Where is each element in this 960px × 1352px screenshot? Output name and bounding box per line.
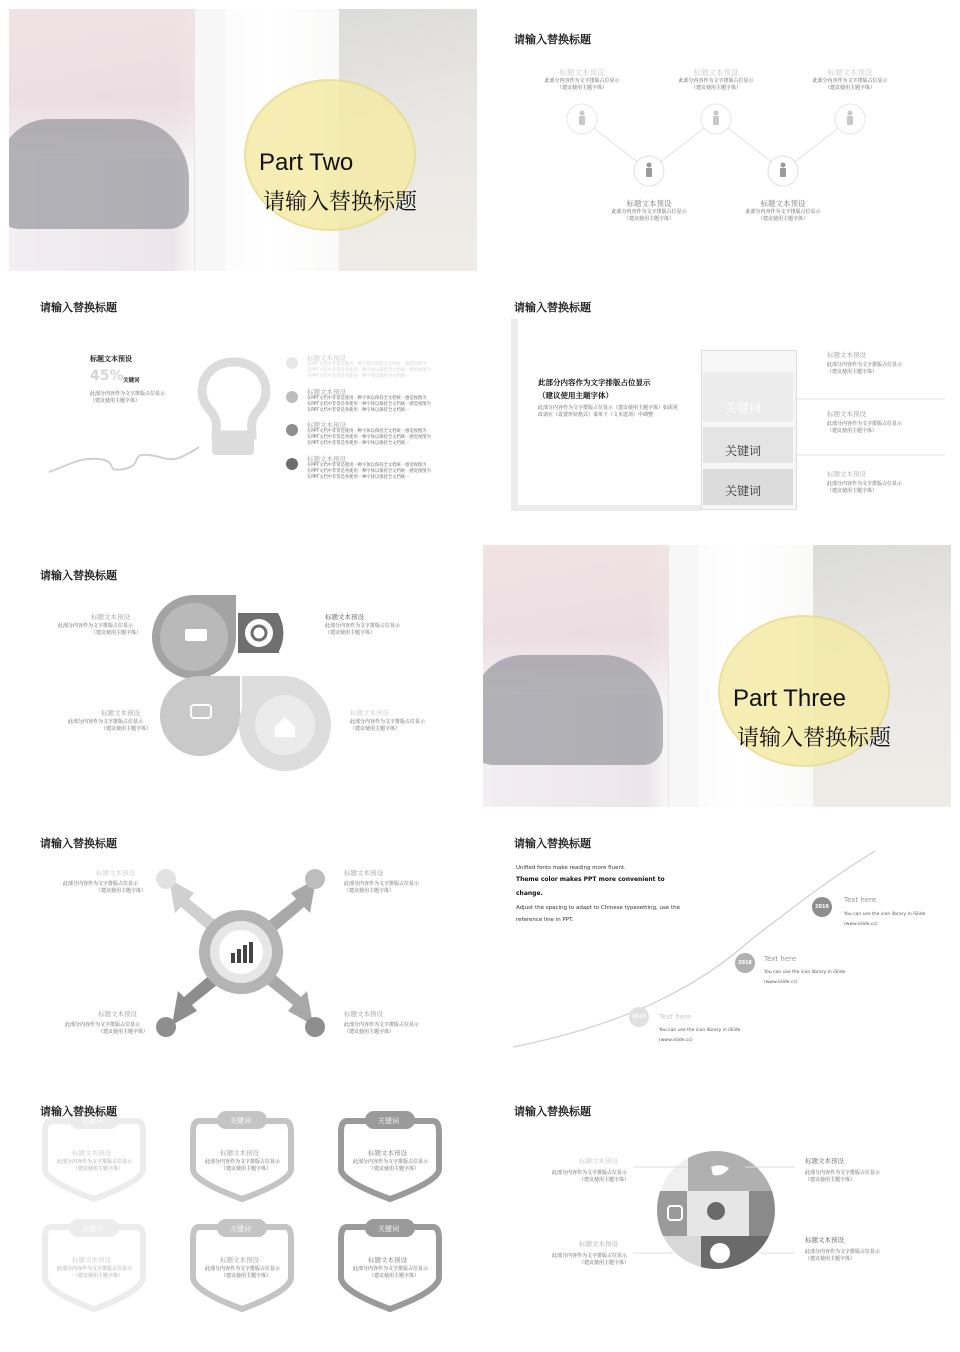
part-label: Part Two — [259, 149, 354, 176]
list-label: 标题文本预设 — [307, 421, 346, 429]
item-label: 标题文本预设 — [325, 613, 364, 621]
slide-title: 请输入替换标题 — [514, 33, 591, 46]
slide-title: 请输入替换标题 — [40, 301, 117, 314]
slide-arrows — [9, 813, 477, 1075]
slide-social — [483, 1081, 951, 1343]
badge-desc: 此部分内容作为文字排版占位显示 — [57, 1159, 133, 1165]
item-desc: 此部分内容作为文字排版占位显示 — [344, 1022, 420, 1028]
part-title: 请输入替换标题 — [263, 190, 418, 215]
item-note: （建议使用主题字体） — [690, 84, 741, 91]
item-note: （建议使用主题字体） — [579, 1177, 630, 1183]
badge-label: 标题文本预设 — [220, 1149, 259, 1157]
item-label: 标题文本预设 — [805, 1157, 844, 1165]
list-line: 在PPT文档中非常是各使用一种字体以保持全文档统一感觉视图为 — [307, 435, 431, 440]
badge-keyword: 关键词 — [230, 1225, 251, 1233]
item-label: 标题文本预设 — [626, 199, 672, 208]
item-desc: 此部分内容作为文字排版占位显示 — [805, 1249, 881, 1255]
item-note: （建议使用主题字体） — [556, 84, 607, 91]
slide-keywords — [483, 277, 951, 539]
slide-title: 请输入替换标题 — [40, 1105, 117, 1118]
item-label: 标题文本预设 — [827, 470, 866, 478]
list-line: 在PPT文档中非常是各使用一种字体以保持全文档统一感觉视图为 — [307, 469, 431, 474]
item-label: 标题文本预设 — [559, 68, 605, 77]
badge-desc: 此部分内容作为文字排版占位显示 — [353, 1159, 429, 1165]
slide-part-three — [483, 545, 951, 807]
connector-lines — [483, 277, 951, 539]
point-desc: You can use the icon library in iSlide — [764, 970, 846, 975]
main-sub: 此部分内容作为文字排版占位显示（建议使用主题字体）如需更 — [538, 405, 679, 411]
zigzag-item — [537, 67, 627, 91]
item-desc: 此部分内容作为文字排版占位显示 — [827, 362, 903, 368]
list-line: 在PPT文档中非常是各使用一种字体以保持全文档统一感觉视图为 — [307, 368, 431, 373]
badge-desc: 此部分内容作为文字排版占位显示 — [205, 1159, 281, 1165]
item-desc: 此部分内容作为文字排版占位显示 — [552, 1170, 628, 1176]
badge-label: 标题文本预设 — [368, 1256, 407, 1264]
slide-title: 请输入替换标题 — [40, 837, 117, 850]
zigzag-item — [805, 67, 895, 91]
slide-petals — [9, 545, 477, 807]
slide-timeline — [483, 813, 951, 1075]
item-desc: 此部分内容作为文字排版占位显示 — [63, 881, 139, 887]
item-desc: 此部分内容作为文字排版占位显示 — [68, 719, 144, 725]
badge-note: （建议使用主题字体） — [73, 1166, 124, 1172]
item-note: （建议使用主题字体） — [350, 726, 401, 732]
badge-note: （建议使用主题字体） — [221, 1273, 272, 1279]
keyword-label: 关键词 — [725, 444, 762, 458]
item-note: （建议使用主题字体） — [805, 1256, 856, 1262]
item-label: 标题文本预设 — [350, 709, 389, 717]
intro-line: reference line in PPT. — [516, 917, 574, 923]
slide-zigzag — [483, 9, 951, 271]
point-head: Text here — [764, 955, 797, 963]
slide-lightbulb — [9, 277, 477, 539]
check-icon — [286, 458, 298, 470]
item-desc: 此部分内容作为文字排版占位显示 — [827, 481, 903, 487]
list-line: 在PPT文档中非常是各使用一种字体以保持全文档统一 — [307, 408, 410, 413]
pole — [668, 545, 699, 807]
pole — [194, 9, 225, 271]
item-note: （建议使用主题字体） — [325, 630, 376, 636]
zigzag-item — [604, 198, 694, 222]
item-note: （建议使用主题字体） — [98, 1029, 149, 1035]
item-note: （建议使用主题字体） — [579, 1260, 630, 1266]
badge-label: 标题文本预设 — [72, 1256, 111, 1264]
list-line: 在PPT文档中非常是使用一种字体以保持全文档统一感觉视图为 — [307, 429, 427, 434]
item-note: （建议使用主题字体） — [827, 488, 878, 494]
item-label: 标题文本预设 — [96, 869, 135, 877]
timeline-curve — [483, 813, 951, 1075]
main-heading-2: （建议使用主题字体） — [538, 391, 613, 400]
list-line: 在PPT文档中非常是使用一种字体以保持全文档统一感觉视图为 — [307, 396, 427, 401]
keyword-label: 关键词 — [725, 484, 762, 498]
item-desc: 此部分内容作为文字排版占位显示 — [805, 1170, 881, 1176]
item-note: （建议使用主题字体） — [344, 1029, 395, 1035]
list-line: 在PPT文档中非常是各使用一种字体以保持全文档统一 — [307, 374, 410, 379]
item-label: 标题文本预设 — [91, 613, 130, 621]
part-title: 请输入替换标题 — [737, 726, 892, 751]
item-label: 标题文本预设 — [805, 1236, 844, 1244]
arrow-diagram — [9, 813, 477, 1075]
item-note: （建议使用主题字体） — [827, 428, 878, 434]
check-icon — [286, 357, 298, 369]
item-desc: 此部分内容作为文字排版占位显示 — [544, 78, 620, 84]
badge-desc: 此部分内容作为文字排版占位显示 — [353, 1266, 429, 1272]
intro-line: Unified fonts make reading more fluent. — [516, 865, 626, 871]
point-desc: You can use the icon library in iSlide — [844, 912, 926, 917]
badge-label: 标题文本预设 — [72, 1149, 111, 1157]
item-label: 标题文本预设 — [579, 1157, 618, 1165]
bulb-note: （建议使用主题字体） — [90, 398, 141, 404]
badge-desc: 此部分内容作为文字排版占位显示 — [205, 1266, 281, 1272]
badge-keyword: 关键词 — [378, 1225, 399, 1233]
point-desc: (www.islide.cc) — [764, 980, 798, 985]
point-head: Text here — [659, 1013, 692, 1021]
item-note: （建议使用主题字体） — [96, 888, 147, 894]
item-label: 标题文本预设 — [827, 410, 866, 418]
item-label: 标题文本预设 — [101, 709, 140, 717]
list-line: 在PPT文档中非常是各使用一种字体以保持全文档统一感觉视图为 — [307, 402, 431, 407]
year-badge: 2017 — [632, 1014, 646, 1020]
list-line: 在PPT文档中非常是各使用一种字体以保持全文档统一 — [307, 475, 410, 480]
percent-keyword: 关键词 — [123, 378, 140, 384]
slide-part-two — [9, 9, 477, 271]
item-desc: 此部分内容作为文字排版占位显示 — [552, 1253, 628, 1259]
slide-title: 请输入替换标题 — [514, 837, 591, 850]
item-label: 标题文本预设 — [344, 869, 383, 877]
bulb-desc: 此部分内容作为文字排版占位显示 — [90, 391, 166, 397]
zigzag-item — [738, 198, 828, 222]
badge-note: （建议使用主题字体） — [73, 1273, 124, 1279]
zigzag-item — [671, 67, 761, 91]
item-desc: 此部分内容作为文字排版占位显示 — [678, 78, 754, 84]
point-desc: (www.islide.cc) — [659, 1038, 693, 1043]
intro-line: Theme color makes PPT more convenient to — [516, 876, 665, 883]
item-label: 标题文本预设 — [579, 1240, 618, 1248]
item-note: （建议使用主题字体） — [101, 726, 152, 732]
item-note: （建议使用主题字体） — [805, 1177, 856, 1183]
parked-car — [9, 119, 189, 229]
list-label: 标题文本预设 — [307, 354, 346, 362]
item-desc: 此部分内容作为文字排版占位显示 — [611, 209, 687, 215]
main-heading: 此部分内容作为文字排版占位显示 — [538, 378, 651, 387]
item-label: 标题文本预设 — [827, 351, 866, 359]
social-circle — [483, 1081, 951, 1343]
item-label: 标题文本预设 — [344, 1010, 383, 1018]
badge-keyword: 关键词 — [82, 1117, 103, 1125]
item-desc: 此部分内容作为文字排版占位显示 — [58, 623, 134, 629]
petal-diagram — [9, 545, 477, 807]
intro-line: change. — [516, 890, 543, 897]
badge-keyword: 关键词 — [82, 1225, 103, 1233]
item-label: 标题文本预设 — [760, 199, 806, 208]
year-badge: 2019 — [815, 904, 829, 910]
zigzag-lines — [483, 9, 951, 271]
item-note: （建议使用主题字体） — [757, 215, 808, 222]
item-desc: 此部分内容作为文字排版占位显示 — [812, 78, 888, 84]
badge-note: （建议使用主题字体） — [369, 1166, 420, 1172]
badge-label: 标题文本预设 — [220, 1256, 259, 1264]
badge-keyword: 关键词 — [230, 1117, 251, 1125]
item-note: （建议使用主题字体） — [827, 369, 878, 375]
list-line: 在PPT文档中非常是各使用一种字体以保持全文档统一 — [307, 441, 410, 446]
slide-title: 请输入替换标题 — [514, 301, 591, 314]
item-note: （建议使用主题字体） — [344, 888, 395, 894]
list-line: 在PPT文档中非常是使用一种字体以保持全文档统一感觉视图为 — [307, 463, 427, 468]
point-desc: You can use the icon library in iSlide — [659, 1028, 741, 1033]
item-desc: 此部分内容作为文字排版占位显示 — [344, 881, 420, 887]
list-label: 标题文本预设 — [307, 388, 346, 396]
intro-line: Adjust the spacing to adapt to Chinese typesetting, use the — [516, 905, 680, 911]
slide-badges — [9, 1081, 477, 1343]
parked-car — [483, 655, 663, 765]
item-label: 标题文本预设 — [827, 68, 873, 77]
item-desc: 此部分内容作为文字排版占位显示 — [350, 719, 426, 725]
point-desc: (www.islide.cc) — [844, 922, 878, 927]
badge-desc: 此部分内容作为文字排版占位显示 — [57, 1266, 133, 1272]
badge-note: （建议使用主题字体） — [369, 1273, 420, 1279]
badge-note: （建议使用主题字体） — [221, 1166, 272, 1172]
item-note: （建议使用主题字体） — [91, 630, 142, 636]
slide-title: 请输入替换标题 — [514, 1105, 591, 1118]
check-icon — [286, 424, 298, 436]
item-desc: 此部分内容作为文字排版占位显示 — [325, 623, 401, 629]
item-desc: 此部分内容作为文字排版占位显示 — [65, 1022, 141, 1028]
year-badge: 2018 — [738, 960, 752, 966]
main-sub: 改请在（设置形状格式）菜单下（文本选项）中调整 — [538, 412, 654, 418]
item-label: 标题文本预设 — [693, 68, 739, 77]
bulb-head: 标题文本预设 — [90, 355, 132, 363]
point-head: Text here — [844, 896, 877, 904]
item-desc: 此部分内容作为文字排版占位显示 — [745, 209, 821, 215]
check-icon — [286, 391, 298, 403]
badge-label: 标题文本预设 — [368, 1149, 407, 1157]
item-desc: 此部分内容作为文字排版占位显示 — [827, 421, 903, 427]
percent-value: 45% — [90, 368, 124, 384]
badge-keyword: 关键词 — [378, 1117, 399, 1125]
item-label: 标题文本预设 — [98, 1010, 137, 1018]
item-note: （建议使用主题字体） — [623, 215, 674, 222]
part-label: Part Three — [733, 685, 846, 712]
item-note: （建议使用主题字体） — [824, 84, 875, 91]
list-line: 在PPT文档中非常是使用一种字体以保持全文档统一感觉视图为 — [307, 362, 427, 367]
keyword-label: 关键词 — [725, 401, 762, 415]
slide-title: 请输入替换标题 — [40, 569, 117, 582]
list-label: 标题文本预设 — [307, 455, 346, 463]
